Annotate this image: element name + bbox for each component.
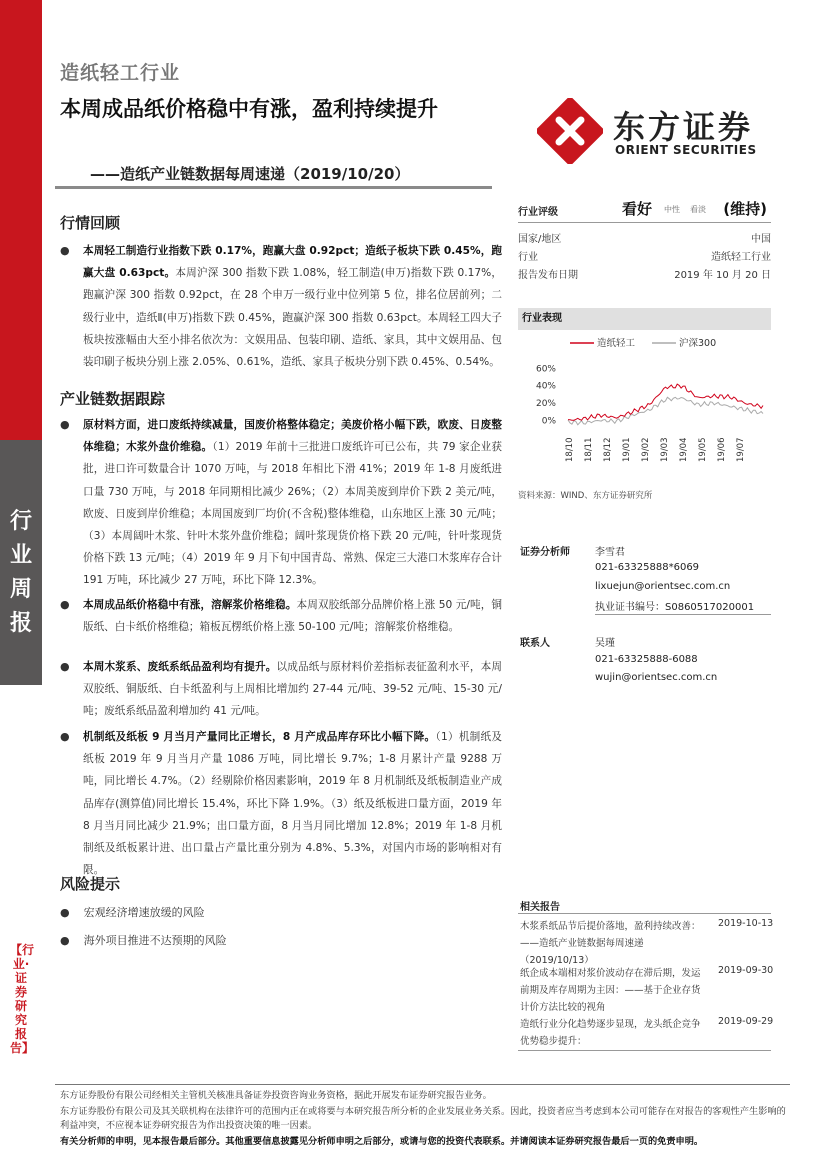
y-tick-label: 20%	[535, 399, 556, 409]
series-line-paper-light-industry	[568, 384, 763, 420]
bullet-icon: ●	[60, 660, 70, 673]
industry-name: 造纸轻工行业	[60, 62, 181, 84]
performance-chart	[518, 334, 771, 484]
x-tick-label: 19/03	[660, 437, 670, 462]
bullet-icon: ●	[60, 934, 70, 947]
paragraph-body: （1）2019 年前十三批进口废纸许可已公布，共 79 家企业获批，进口许可数量合计 1070 万吨，与 2018 年相比下滑 41%；2019 年 1-8 月废纸进口量 730 万吨，与 2018 年同期相比减少 26%；（2）本周美废到岸价下跌 2 美元/吨，欧废、日废到岸价维稳；本周国废到厂均价(不含税)整体维稳，山东地区上涨 30 元/吨；（3）本周阔叶木浆、针叶木浆外盘价维稳；阔叶浆现货价格下跌 20 元/吨，针叶浆现货价格下跌 13 元/吨；（4）2019 年 9 月下旬中国青岛、常熟、保定三大港口木浆库存合计 191 万吨，环比减少 27 万吨，环比下降 12.3%。	[83, 441, 503, 587]
paragraph-production	[60, 726, 502, 881]
contact-email[interactable]: wujin@orientsec.com.cn	[595, 672, 718, 683]
rating-divider	[518, 222, 771, 223]
analyst-license: 执业证书编号：S0860517020001	[595, 602, 755, 613]
related-bottom-divider	[518, 1050, 771, 1051]
paragraph-lead: 机制纸及纸板 9 月当月产量同比正增长，8 月产成品库存环比小幅下降。	[83, 731, 436, 743]
info-value: 2019 年 10 月 20 日	[674, 270, 771, 281]
bullet-icon: ●	[60, 906, 70, 919]
rating-label: 行业评级	[518, 207, 558, 218]
legend-label: 造纸轻工	[597, 338, 636, 349]
related-report-date: 2019-09-29	[718, 1016, 774, 1027]
x-tick-label: 19/02	[641, 437, 651, 462]
paragraph-lead: 本周轻工制造行业指数下跌 0.17%，跑赢大盘 0.92pct；造纸子板块下跌 0.45%，跑赢大盘 0.63pct。	[83, 245, 502, 280]
paragraph-lead: 本周成品纸价格稳中有涨，溶解浆价格维稳。	[83, 599, 297, 611]
risk-item	[60, 932, 227, 948]
contact-name: 吴瑾	[595, 638, 615, 649]
related-header: 相关报告	[520, 902, 560, 913]
related-report-title[interactable]: 木浆系纸品节后提价落地，盈利持续改善：——造纸产业链数据每周速递（2019/10/13）	[520, 921, 701, 966]
paragraph-review	[60, 240, 502, 373]
sidebar-red-block	[0, 0, 42, 440]
report-title: 本周成品纸价格稳中有涨，盈利持续提升	[60, 97, 438, 121]
y-tick-label: 60%	[535, 364, 556, 375]
x-tick-label: 18/10	[565, 437, 575, 462]
analyst-name: 李雪君	[595, 547, 625, 558]
left-sidebar	[0, 0, 42, 1169]
bullet-icon: ●	[60, 418, 70, 431]
analyst-label: 证券分析师	[520, 547, 570, 558]
paragraph-profit	[60, 656, 502, 723]
paragraph-body: 以成品纸与原材料价差指标表征盈利水平，本周双胶纸、铜版纸、白卡纸盈利与上周相比增加约 27-44 元/吨、39-52 元/吨、15-30 元/吨；废纸系纸品盈利增加约 41 元/吨。	[83, 661, 503, 718]
rating-selected: 看好	[622, 200, 653, 218]
logo-text-cn: 东方证券	[613, 108, 754, 146]
x-tick-label: 19/07	[736, 437, 746, 462]
related-report-title[interactable]: 造纸行业分化趋势逐步显现，龙头纸企竞争优势稳步提升：	[520, 1019, 701, 1047]
paragraph-finished-paper	[60, 594, 502, 638]
series-line-hs300	[568, 397, 763, 425]
title-divider	[55, 186, 492, 189]
paragraph-lead: 本周木浆系、废纸系纸品盈利均有提升。	[83, 661, 277, 673]
chart-source: 资料来源：WIND、东方证券研究所	[518, 491, 653, 501]
contact-label: 联系人	[520, 638, 550, 649]
x-tick-label: 19/01	[622, 437, 632, 462]
rating-option-bearish: 看淡	[690, 205, 706, 214]
x-tick-label: 19/05	[698, 437, 708, 462]
rating-status: (维持)	[723, 200, 767, 218]
y-tick-label: 0%	[541, 416, 556, 427]
footer-line-1: 东方证券股份有限公司经相关主管机关核准具备证券投资咨询业务资格，据此开展发布证券研究报告业务。	[60, 1090, 492, 1101]
paragraph-body: （1）机制纸及纸板 2019 年 9 月当月产量 1086 万吨，同比增长 9.7%；1-8 月累计产量 9288 万吨，同比增长 4.7%。（2）经剔除价格因素影响，2019 年 8 月机制纸及纸板制造业产成品库存(测算值)同比增长 15.4%，环比下降 1.9%。（3）纸及纸板进口量方面，2019 年 8 月当月同比减少 21.9%；出口量方面，8 月当月同比增加 12.8%；2019 年 1-8 月机制纸及纸板累计进、出口量占产量比重分别为 4.8%、5.3%，对国内市场的影响相对有限。	[83, 731, 502, 877]
analyst-divider	[595, 614, 771, 615]
info-key: 报告发布日期	[518, 270, 578, 281]
orient-logo-icon	[537, 98, 603, 164]
performance-header: 行业表现	[518, 308, 771, 330]
paragraph-body: 本周沪深 300 指数下跌 1.08%，轻工制造(申万)指数下跌 0.17%，跑赢沪深 300 指数 0.92pct，在 28 个申万一级行业中位列第 5 位，排名位居前列；二级行业中，造纸Ⅱ(申万)指数下跌 0.45%，跑赢沪深 300 指数 0.63pct。本周轻工四大子板块按涨幅由大至小排名依次为：文娱用品、包装印刷、造纸、家具，其中文娱用品、包装印刷子板块分别上涨 2.05%、0.61%，造纸、家具子板块分别下跌 0.45%、0.54%。	[83, 267, 502, 369]
rating-option-neutral: 中性	[664, 205, 680, 214]
section-chain-heading: 产业链数据跟踪	[60, 390, 166, 408]
company-logo	[535, 96, 775, 166]
related-report-date: 2019-10-13	[718, 918, 774, 929]
footer-line-2: 东方证券股份有限公司及其关联机构在法律许可的范围内正在或将要与本研究报告所分析的企业发展业务关系。因此，投资者应当考虑到本公司可能存在对报告的客观性产生影响的利益冲突，不应视本证券研究报告为作出投资决策的唯一因素。	[60, 1106, 786, 1131]
report-category-vertical: 【行业·证券研究报告】	[10, 943, 35, 1055]
bullet-icon: ●	[60, 730, 70, 743]
section-risk-heading: 风险提示	[60, 875, 121, 893]
paragraph-body: 本周双胶纸部分品牌价格上涨 50 元/吨，铜版纸、白卡纸价格维稳；箱板瓦楞纸价格上涨 50-100 元/吨；溶解浆价格维稳。	[83, 599, 502, 634]
x-tick-label: 18/12	[603, 437, 613, 462]
risk-text: 海外项目推进不达预期的风险	[83, 934, 227, 947]
section-review-heading: 行情回顾	[60, 214, 121, 232]
logo-text-en: ORIENT SECURITIES	[615, 143, 757, 157]
analyst-phone: 021-63325888*6069	[595, 562, 700, 573]
contact-phone: 021-63325888-6088	[595, 654, 698, 665]
x-tick-label: 19/06	[717, 437, 727, 462]
report-type-tag: 行业周报	[10, 509, 33, 636]
info-value: 中国	[751, 234, 771, 245]
report-subtitle: ——造纸产业链数据每周速递（2019/10/20）	[90, 165, 410, 183]
info-key: 行业	[518, 252, 538, 263]
footer-divider	[55, 1084, 790, 1085]
risk-item	[60, 904, 205, 920]
related-divider	[518, 913, 771, 914]
bullet-icon: ●	[60, 244, 70, 257]
x-tick-label: 19/04	[679, 437, 689, 462]
analyst-email[interactable]: lixuejun@orientsec.com.cn	[595, 581, 731, 592]
legend-label: 沪深300	[679, 338, 717, 349]
paragraph-raw-material	[60, 414, 502, 592]
bullet-icon: ●	[60, 598, 70, 611]
related-report-date: 2019-09-30	[718, 965, 774, 976]
info-key: 国家/地区	[518, 234, 562, 245]
y-tick-label: 40%	[535, 381, 556, 392]
x-tick-label: 18/11	[584, 437, 594, 462]
rating-row	[518, 196, 771, 220]
footer-line-3: 有关分析师的申明，见本报告最后部分。其他重要信息披露见分析师申明之后部分，或请与您的投资代表联系。并请阅读本证券研究报告最后一页的免责申明。	[60, 1136, 704, 1147]
related-report-title[interactable]: 纸企成本端相对浆价波动存在滞后期，发运前期及库存周期为主因：——基于企业存货计价方法比较的视角	[520, 968, 701, 1013]
info-value: 造纸轻工行业	[711, 252, 771, 263]
paragraph-lead: 原材料方面，进口废纸持续减量，国废价格整体稳定；美废价格小幅下跌，欧废、日废整体维稳；木浆外盘价维稳。	[83, 419, 502, 454]
risk-text: 宏观经济增速放缓的风险	[83, 906, 205, 919]
